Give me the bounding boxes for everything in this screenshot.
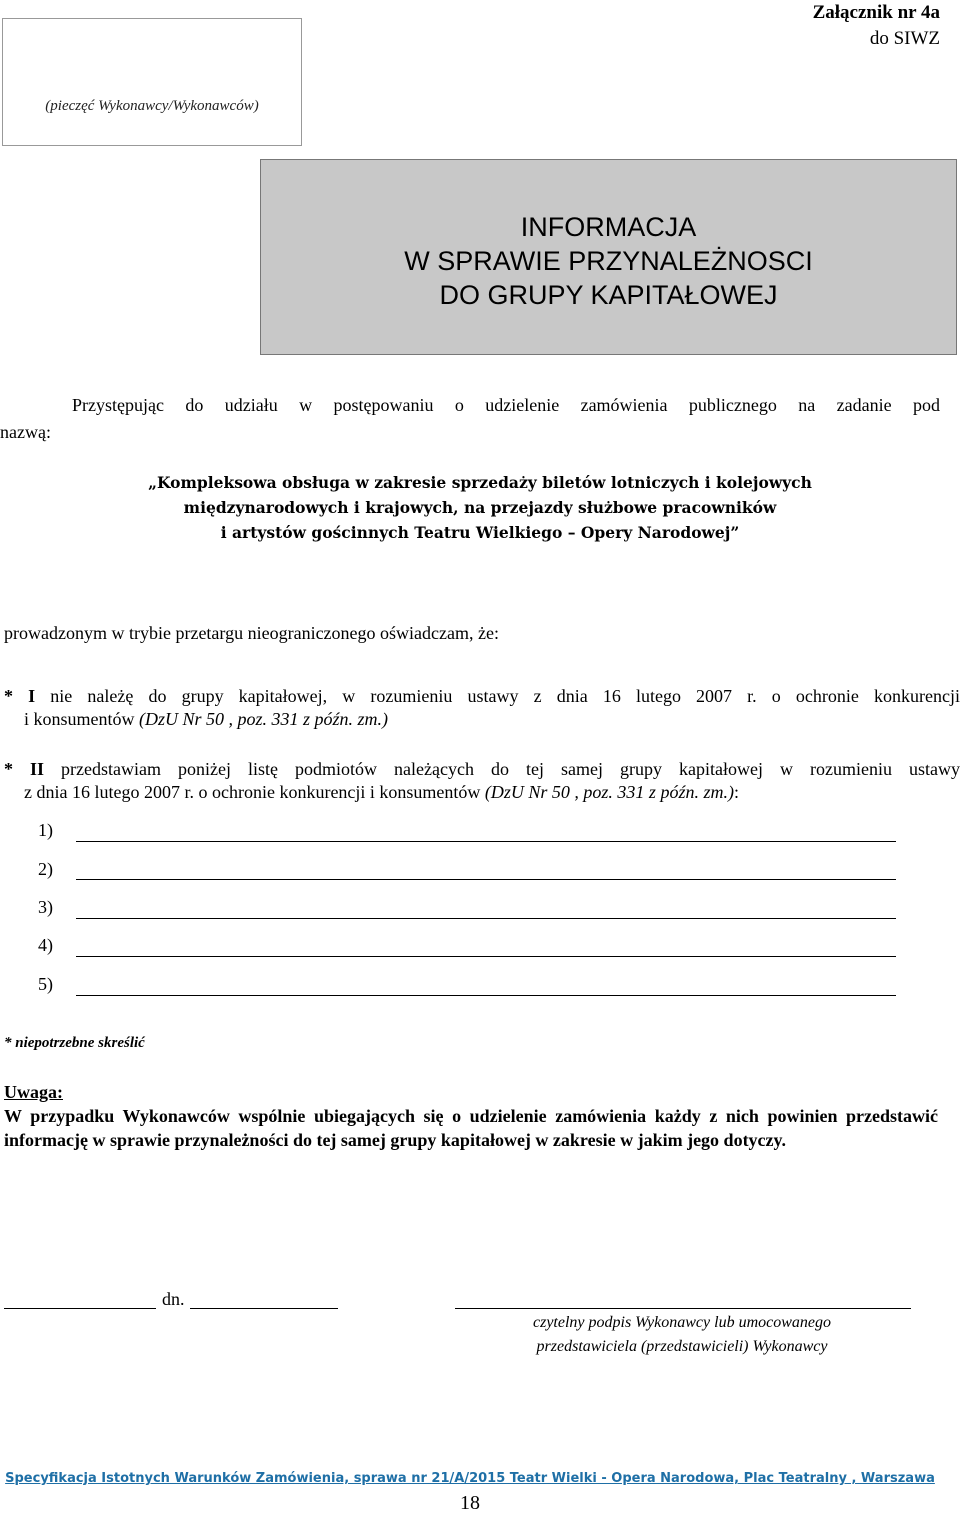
option-1-text: nie należę do grupy kapitałowej, w rozumieniu ustawy z dnia 16 lutego 2007 r. o ochronie konkurencji <box>35 686 960 706</box>
fill-in-line[interactable] <box>76 956 896 957</box>
footnote: * niepotrzebne skreślić <box>4 1035 145 1051</box>
fill-in-line[interactable] <box>76 841 896 842</box>
stamp-box <box>2 18 302 146</box>
page-number: 18 <box>460 1492 480 1514</box>
option-1-legal-ref: (DzU Nr 50 , poz. 331 z późn. zm.) <box>139 709 389 729</box>
option-2-colon: : <box>733 782 739 802</box>
option-2-text-2: z dnia 16 lutego 2007 r. o ochronie konkurencji i konsumentów <box>24 782 485 802</box>
title-line-2: W SPRAWIE PRZYNALEŻNOSCI <box>404 246 813 276</box>
list-item-number: 5) <box>38 974 53 994</box>
option-2-legal-ref: (DzU Nr 50 , poz. 331 z późn. zm.) <box>484 782 734 802</box>
intro-line-2: nazwą: <box>0 422 51 442</box>
option-1-marker: * I <box>4 686 36 706</box>
note-text: W przypadku Wykonawców wspólnie ubiegających się o udzielenie zamówienia każdy z nich powinien przedstawić informację w sprawie przynależności do tej samej grupy kapitałowej w zakresie w jakim jego dotyczy. <box>4 1106 938 1150</box>
date-prefix: dn. <box>162 1289 185 1309</box>
option-2 <box>4 758 960 804</box>
project-title-line-2: międzynarodowych i krajowych, na przejazdy służbowe pracowników <box>183 498 777 517</box>
option-2-text: przedstawiam poniżej listę podmiotów należących do tej samej grupy kapitałowej w rozumieniu ustawy <box>44 759 960 779</box>
option-1-text-2: i konsumentów <box>24 709 139 729</box>
intro-line-1: Przystępując do udziału w postępowaniu o udzielenie zamówienia publicznego na zadanie pod <box>72 395 940 415</box>
intro-paragraph <box>0 392 940 446</box>
fill-in-line[interactable] <box>76 879 896 880</box>
date-line[interactable] <box>190 1308 338 1309</box>
option-1 <box>4 685 960 731</box>
title-line-3: DO GRUPY KAPITAŁOWEJ <box>439 280 778 310</box>
note-heading: Uwaga: <box>4 1082 63 1102</box>
signature-line[interactable] <box>455 1308 911 1309</box>
stamp-label: (pieczęć Wykonawcy/Wykonawców) <box>45 98 259 114</box>
annex-header <box>813 0 940 52</box>
annex-reference: do SIWZ <box>869 28 940 49</box>
fill-in-line[interactable] <box>76 995 896 996</box>
signature-label-1: czytelny podpis Wykonawcy lub umocowanego <box>532 1314 831 1331</box>
page-footer: Specyfikacja Istotnych Warunków Zamówienia, sprawa nr 21/A/2015 Teatr Wielki - Opera Narodowa, Plac Teatralny , Warszawa <box>5 1471 935 1486</box>
title-line-1: INFORMACJA <box>520 212 697 242</box>
signature-label-2: przedstawiciela (przedstawicieli) Wykonawcy <box>536 1338 828 1355</box>
list-item-number: 4) <box>38 935 53 955</box>
fill-in-line[interactable] <box>76 918 896 919</box>
list-item-number: 1) <box>38 820 53 840</box>
list-item-number: 2) <box>38 859 53 879</box>
statement-text: prowadzonym w trybie przetargu nieograniczonego oświadczam, że: <box>4 623 499 643</box>
option-2-marker: * II <box>4 759 45 779</box>
project-title-line-3: i artystów gościnnych Teatru Wielkiego – Opery Narodowej” <box>220 523 740 542</box>
annex-number: Załącznik nr 4a <box>812 2 940 23</box>
place-line[interactable] <box>4 1308 156 1309</box>
project-title-line-1: „Kompleksowa obsługa w zakresie sprzedaży biletów lotniczych i kolejowych <box>148 473 812 492</box>
list-item-number: 3) <box>38 897 53 917</box>
